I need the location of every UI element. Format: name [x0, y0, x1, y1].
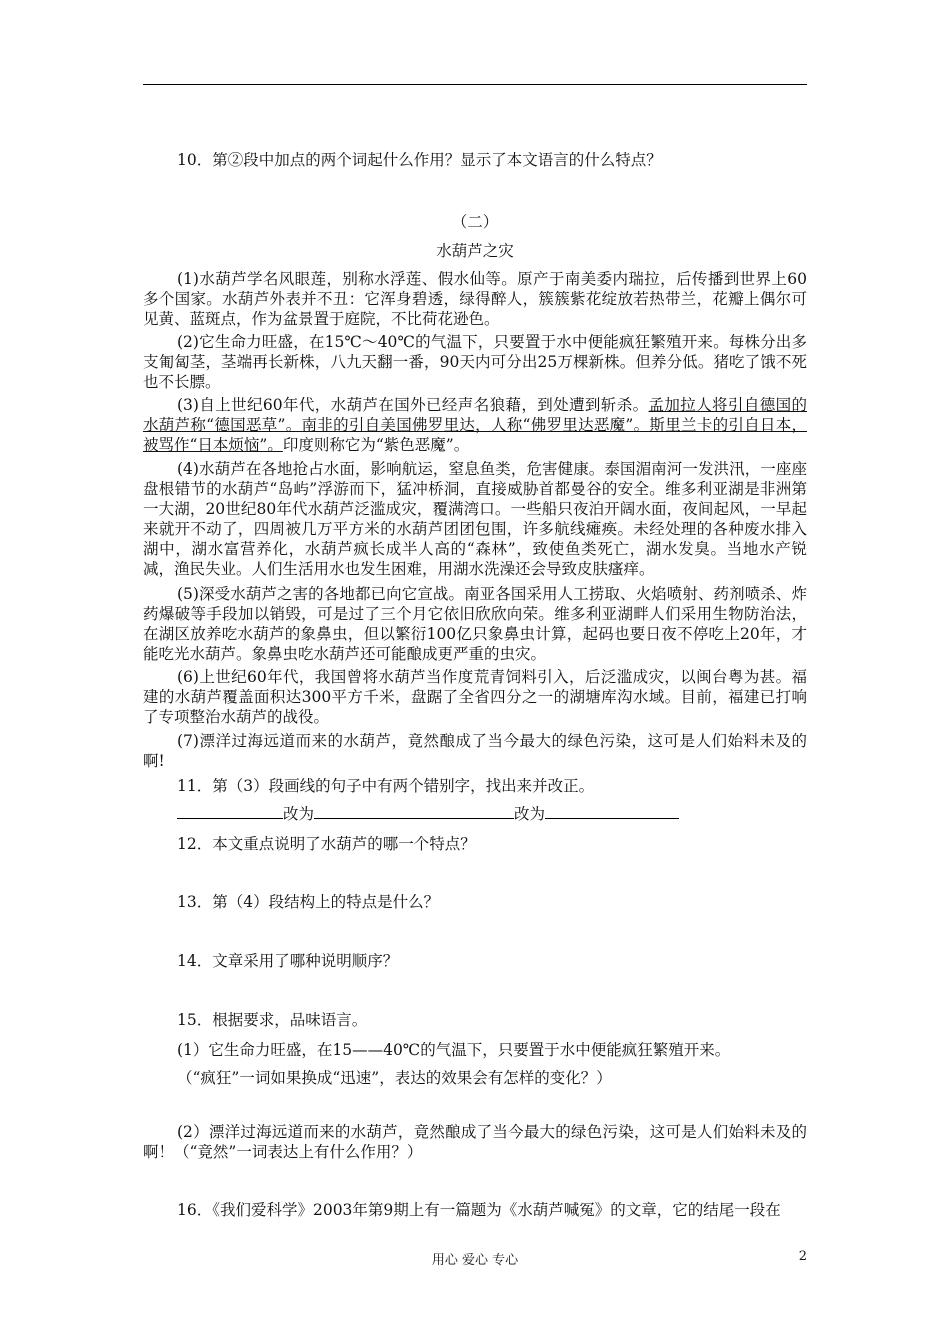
question-11: 11．第（3）段画线的句子中有两个错别字，找出来并改正。: [177, 777, 595, 795]
paragraph-3-text-end: 印度则称它为“紫色恶魔”。: [282, 436, 470, 454]
paragraph-3: [143, 395, 807, 455]
answer-blanks: [177, 803, 679, 825]
answer-blank-2[interactable]: [314, 803, 514, 819]
paragraph-3-text: (3)自上世纪60年代，水葫芦在国外已经声名狼藉，到处遭到斩杀。: [177, 396, 649, 414]
header-rule: [143, 84, 807, 85]
answer-blank-1[interactable]: [177, 803, 283, 819]
page-footer: 用心 爱心 专心: [431, 1253, 519, 1268]
question-15-part-2: (2）漂洋过海远道而来的水葫芦，竟然酿成了当今最大的绿色污染，这可是人们始料未及的啊！（“竟然”一词表达上有什么作用？）: [143, 1123, 807, 1161]
question-15-part-1-ask: （“疯狂”一词如果换成“迅速”，表达的效果会有怎样的变化？）: [177, 1069, 612, 1087]
question-14: 14．文章采用了哪种说明顺序？: [177, 952, 399, 970]
paragraph-4: (4)水葫芦在各地抢占水面，影响航运，窒息鱼类，危害健康。泰国湄南河一发洪汛，一座座盘根错节的水葫芦“岛屿”浮游而下，猛冲桥洞，直接威胁首都曼谷的安全。维多利亚湖是非洲第一大湖，20世纪80年代水葫芦泛滥成灾，覆满湾口。一些船只夜泊开阔水面，夜间起风，一早起来就开不动了，四周被几万平方米的水葫芦团团包围，许多航线瘫痪。未经处理的各种废水排入湖中，湖水富营养化，水葫芦疯长成半人高的“森林”，致使鱼类死亡，湖水发臭。当地水产锐减，渔民失业。人们生活用水也发生困难，用湖水洗澡还会导致皮肤瘙痒。: [143, 460, 807, 578]
question-15-part-1: (1）它生命力旺盛，在15——40℃的气温下，只要置于水中便能疯狂繁殖开来。: [177, 1041, 731, 1059]
blank-label-1: 改为: [283, 805, 315, 823]
paragraph-2: (2)它生命力旺盛，在15℃～40℃的气温下，只要置于水中便能疯狂繁殖开来。每株分出多支匍匐茎，茎端再长新株，八九天翻一番，90天内可分出25万棵新株。但养分低。猪吃了饿不死也不长膘。: [143, 333, 807, 391]
question-13: 13．第（4）段结构上的特点是什么？: [177, 893, 440, 911]
paragraph-3-underlined-sentence: 孟加拉人将引自德国的水葫芦称“德国恶草”。南非的引自美国佛罗里达，人称“佛罗里达恶魔”。斯里兰卡的引自日本，被骂作“日本烦恼”。: [143, 396, 807, 454]
question-16: 16．《我们爱科学》2003年第9期上有一篇题为《水葫芦喊冤》的文章，它的结尾一段在: [177, 1201, 781, 1219]
page-number: 2: [798, 1249, 807, 1264]
paragraph-1: (1)水葫芦学名风眼莲，别称水浮莲、假水仙等。原产于南美委内瑞拉，后传播到世界上60多个国家。水葫芦外表并不丑：它浑身碧透，绿得醉人，簇簇紫花绽放若热带兰，花瓣上偶尔可见黄、蓝斑点，作为盆景置于庭院，不比荷花逊色。: [143, 270, 807, 328]
paragraph-5: (5)深受水葫芦之害的各地都已向它宣战。南亚各国采用人工捞取、火焰喷射、药剂喷杀、炸药爆破等手段加以销毁，可是过了三个月它依旧欣欣向荣。维多利亚湖畔人们采用生物防治法，在湖区放养吃水葫芦的象鼻虫，但以繁衍100亿只象鼻虫计算，起码也要日夜不停吃上20年，才能吃光水葫芦。象鼻虫吃水葫芦还可能酿成更严重的虫灾。: [143, 585, 807, 663]
question-15: 15．根据要求，品味语言。: [177, 1011, 368, 1029]
paragraph-6: (6)上世纪60年代，我国曾将水葫芦当作度荒青饲料引入，后泛滥成灾，以闽台粤为甚。福建的水葫芦覆盖面积达300平方千米，盘踞了全省四分之一的湖塘库沟水域。目前，福建已打响了专项整治水葫芦的战役。: [143, 668, 807, 726]
blank-label-2: 改为: [514, 805, 546, 823]
question-10: 10．第②段中加点的两个词起什么作用？显示了本文语言的什么特点？: [177, 151, 662, 169]
question-12: 12．本文重点说明了水葫芦的哪一个特点？: [177, 835, 476, 853]
answer-blank-3[interactable]: [545, 803, 679, 819]
paragraph-7: (7)漂洋过海远道而来的水葫芦，竟然酿成了当今最大的绿色污染，这可是人们始料未及的啊!: [143, 732, 807, 770]
article-title: 水葫芦之灾: [436, 242, 514, 260]
section-number: （二）: [451, 213, 499, 231]
